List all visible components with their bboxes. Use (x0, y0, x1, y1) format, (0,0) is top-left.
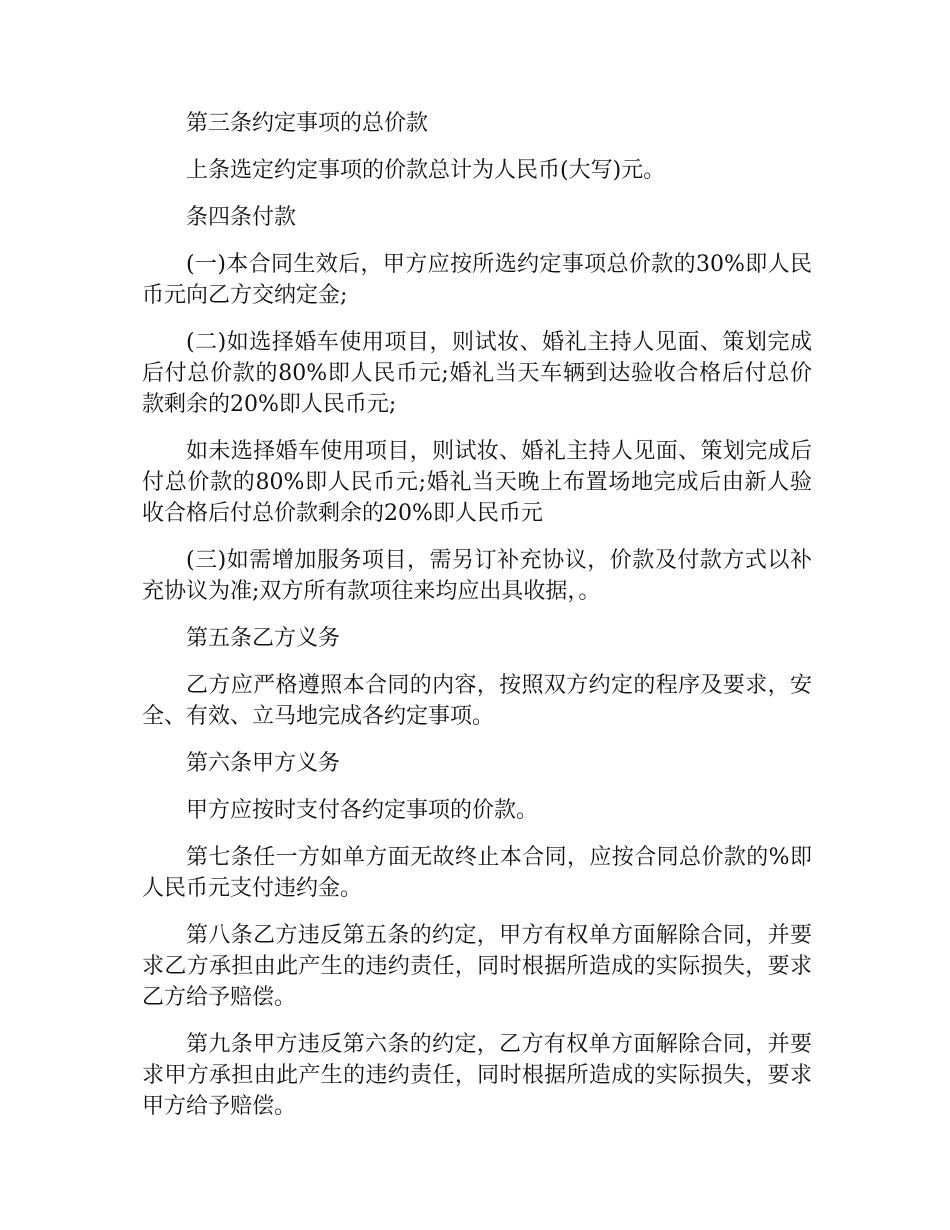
heading-article-3: 第三条约定事项的总价款 (186, 111, 429, 136)
paragraph-article-7: 第七条任一方如单方面无故终止本合同，应按合同总价款的%即人民币元支付违约金。 (142, 845, 812, 901)
paragraph-car-not-selected: 如未选择婚车使用项目，则试妆、婚礼主持人见面、策划完成后付总价款的80%即人民币元;婚礼当天晚上布置场地完成后由新人验收合格后付总价款剩余的20%即人民币元 (142, 439, 812, 526)
document-body (142, 108, 812, 1138)
paragraph-article-9: 第九条甲方违反第六条的约定，乙方有权单方面解除合同，并要求甲方承担由此产生的违约责任，同时根据所造成的实际损失，要求甲方给予赔偿。 (142, 1032, 812, 1119)
heading-article-6: 第六条甲方义务 (186, 751, 341, 776)
heading-article-5: 第五条乙方义务 (186, 626, 341, 651)
paragraph-article-8: 第八条乙方违反第五条的约定，甲方有权单方面解除合同，并要求乙方承担由此产生的违约责任，同时根据所造成的实际损失，要求乙方给予赔偿。 (142, 923, 812, 1010)
paragraph-party-a-obligations: 甲方应按时支付各约定事项的价款。 (186, 798, 539, 823)
paragraph-total-price: 上条选定约定事项的价款总计为人民币(大写)元。 (186, 158, 666, 183)
paragraph-additional-services: (三)如需增加服务项目，需另订补充协议，价款及付款方式以补充协议为准;双方所有款项往来均应出具收据，。 (142, 548, 812, 604)
paragraph-car-selected: (二)如选择婚车使用项目，则试妆、婚礼主持人见面、策划完成后付总价款的80%即人民币元;婚礼当天车辆到达验收合格后付总价款剩余的20%即人民币元; (142, 330, 812, 417)
heading-article-4: 条四条付款 (186, 205, 297, 230)
paragraph-party-b-obligations: 乙方应严格遵照本合同的内容，按照双方约定的程序及要求，安全、有效、立马地完成各约定事项。 (142, 673, 812, 729)
paragraph-deposit: (一)本合同生效后，甲方应按所选约定事项总价款的30%即人民币元向乙方交纳定金; (142, 252, 812, 308)
